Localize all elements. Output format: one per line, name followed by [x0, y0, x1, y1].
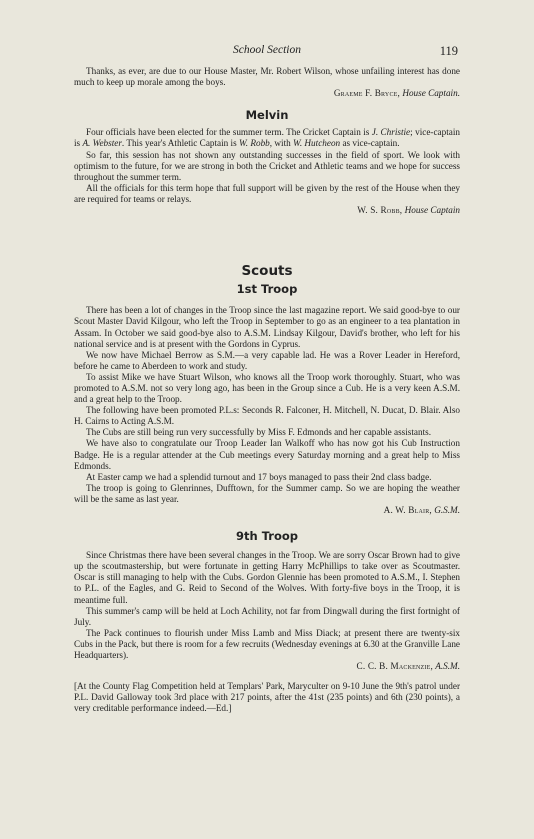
troop1-paragraph: The troop is going to Glenrinnes, Dufftown, for the Summer camp. So we are hoping the weather will be the same as last year.: [74, 482, 460, 504]
troop1-paragraph: To assist Mike we have Stuart Wilson, who knows all the Troop work thoroughly. Stuart, who was promoted to A.S.M. not so very long ago, has been in the Group since a Cub. He is a very keen A.S.M. and a great help to the Troop.: [74, 371, 460, 405]
melvin-heading: Melvin: [245, 108, 289, 123]
signature-name: C. C. B. Mackenzie,: [356, 661, 433, 672]
troop1-paragraph: At Easter camp we had a splendid turnout and 17 boys managed to pass their 2nd class badge.: [86, 471, 432, 482]
troop1-paragraph: The following have been promoted P.L.s: Seconds R. Falconer, H. Mitchell, N. Ducat, D. Blair. Also H. Cairns to Acting A.S.M.: [74, 405, 460, 427]
troop1-heading: 1st Troop: [236, 282, 298, 297]
troop1-paragraph: There has been a lot of changes in the Troop since the last magazine report. We said good-bye to our Scout Master David Kilgour, who left the Troop in September to go as an engineer to a tea plantation in Assam. In October we said good-bye also to A.S.M. Lindsay Kilgour, David's brother, who left for his national service and is at present with the Gordons in Cyprus.: [74, 305, 460, 349]
troop9-signature: [74, 661, 460, 672]
signature-name: A. W. Blair,: [383, 505, 432, 515]
melvin-paragraph-2: So far, this session has not shown any outstanding successes in the field of sport. We look with optimism to the future, for we are strong in both the Cricket and Athletic teams and we hope for success throughout the summer term.: [74, 149, 460, 182]
page-number: 119: [439, 44, 458, 58]
signature-title: A.S.M.: [435, 661, 460, 672]
troop1-paragraph: We now have Michael Berrow as S.M.—a very capable lad. He was a Rover Leader in Hereford, before he came to Aberdeen to work and study.: [74, 349, 460, 371]
signature-name: Graeme F. Bryce,: [333, 88, 401, 99]
signature-title: G.S.M.: [434, 505, 460, 515]
scouts-heading: Scouts: [241, 263, 293, 280]
editor-note: [At the County Flag Competition held at Templars' Park, Maryculter on 9-10 June the 9th's patrol under P.L. David Galloway took 3rd place with 217 points, after the 41st (235 points) and 6th (230 points), a very creditable performance indeed.—Ed.]: [74, 681, 460, 714]
thanks-signature: [74, 88, 460, 99]
signature-name: W. S. Robb,: [357, 205, 403, 216]
melvin-signature: [74, 205, 460, 216]
troop9-paragraph: This summer's camp will be held at Loch Achility, not far from Dingwall during the first fortnight of July.: [74, 605, 460, 627]
troop9-paragraph: The Pack continues to flourish under Miss Lamb and Miss Diack; at present there are twenty-six Cubs in the Pack, but there is room for a few recruits (Wednesday evenings at 6.30 at the Granville Lane Headquarters).: [74, 627, 460, 661]
troop1-paragraph: The Cubs are still being run very successfully by Miss F. Edmonds and her capable assistants.: [86, 427, 432, 438]
troop9-heading: 9th Troop: [236, 529, 298, 544]
page-header: [0, 44, 534, 60]
troop9-body: [74, 550, 460, 661]
running-head: School Section: [232, 44, 302, 56]
signature-title: House Captain: [404, 205, 460, 216]
troop1-paragraph: We have also to congratulate our Troop Leader Ian Walkoff who has now got his Cub Instruction Badge. He is a regular attender at the Cub meetings every Saturday morning and a great help to Miss Edmonds.: [74, 438, 460, 471]
melvin-paragraph-3: All the officials for this term hope that full support will be given by the rest of the House when they are required for teams or relays.: [74, 182, 460, 204]
troop1-body: [74, 305, 460, 505]
signature-title: House Captain.: [402, 88, 460, 99]
melvin-paragraph-1: Four officials have been elected for the summer term. The Cricket Captain is J. Christie; vice-captain is A. Webster. This year's Athletic Captain is W. Robb, with W. Hutcheon as vice-captain.: [74, 127, 460, 149]
troop1-signature: [74, 505, 460, 516]
troop9-paragraph: Since Christmas there have been several changes in the Troop. We are sorry Oscar Brown had to give up the scoutmastership, but were fortunate in getting Harry McPhillips to take over as Scoutmaster. Oscar is still managing to help with the Cubs. Gordon Glennie has been promoted to A.S.M., I. Stephen to P.L. of the Eagles, and G. Reid to Second of the Wolves. With forty-five boys in the Troop, it is meantime full.: [74, 550, 460, 605]
thanks-paragraph: Thanks, as ever, are due to our House Master, Mr. Robert Wilson, whose unfailing interest has done much to keep up morale among the boys.: [74, 66, 460, 88]
page-body: [74, 66, 460, 715]
